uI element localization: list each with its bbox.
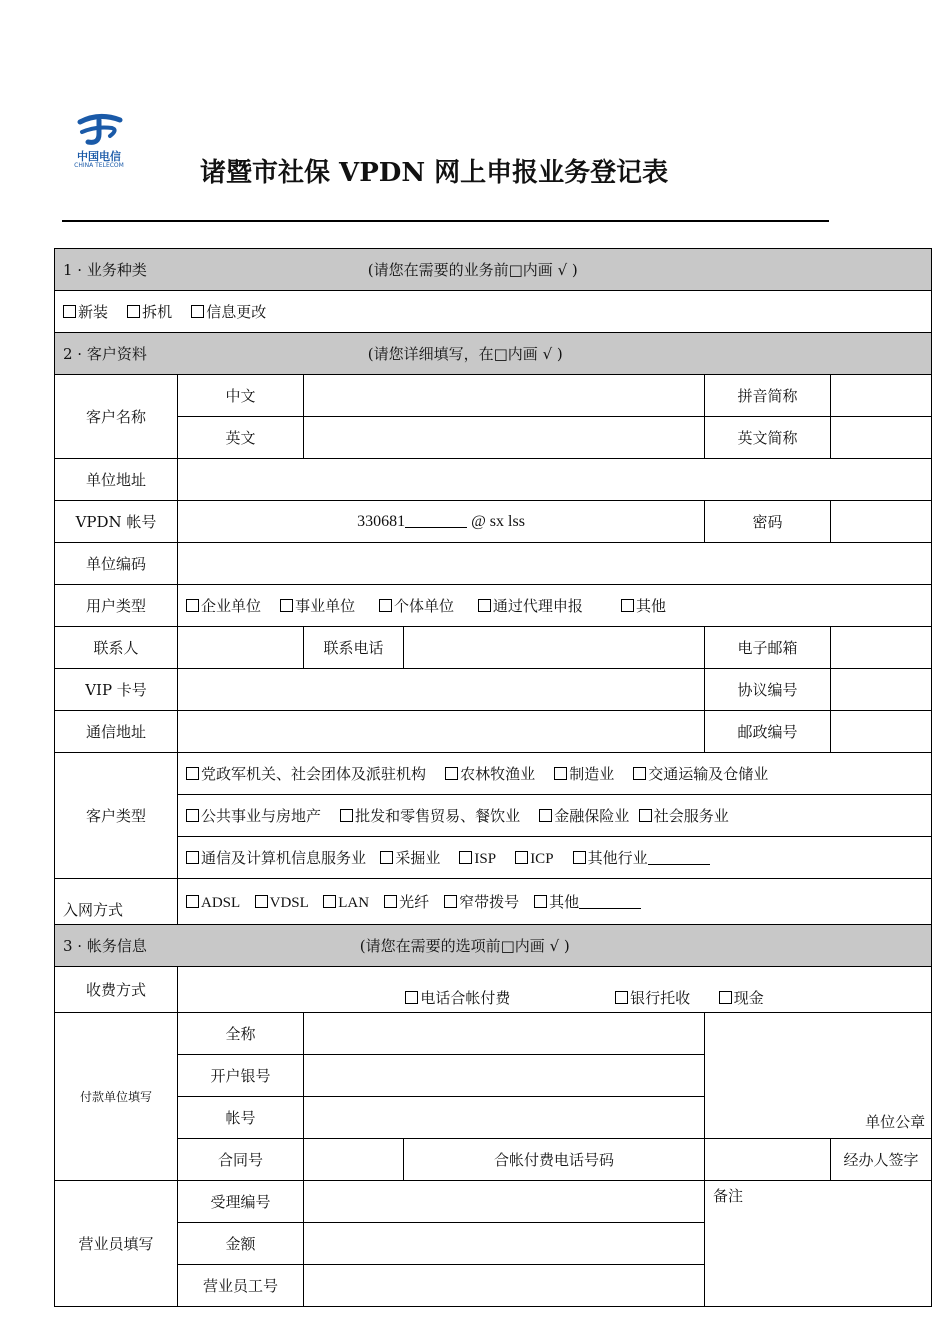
combined-phone-field[interactable] xyxy=(705,1139,831,1181)
unit-code-field[interactable] xyxy=(178,543,932,585)
contact-phone-label: 联系电话 xyxy=(304,627,404,669)
checkbox[interactable] xyxy=(186,895,199,908)
option-info-change[interactable]: 信息更改 xyxy=(191,303,266,321)
option-agriculture[interactable]: 农林牧渔业 xyxy=(445,765,535,783)
accept-no-field[interactable] xyxy=(304,1181,705,1223)
payment-method-options xyxy=(178,967,932,1013)
section-customer-info-header xyxy=(55,333,932,375)
handler-signature-label: 经办人签字 xyxy=(831,1139,932,1181)
customer-type-row-2 xyxy=(178,795,932,837)
option-retail[interactable]: 批发和零售贸易、餐饮业 xyxy=(340,807,520,825)
checkbox[interactable] xyxy=(539,809,552,822)
checkbox[interactable] xyxy=(573,851,586,864)
option-icp[interactable]: ICP xyxy=(515,849,553,867)
user-type-options xyxy=(178,585,932,627)
vpdn-prefix: 330681 xyxy=(357,512,406,530)
account-field[interactable] xyxy=(304,1097,705,1139)
option-government[interactable]: 党政军机关、社会团体及派驻机构 xyxy=(186,765,426,783)
checkbox[interactable] xyxy=(63,305,76,318)
option-manufacturing[interactable]: 制造业 xyxy=(554,765,614,783)
checkbox[interactable] xyxy=(186,767,199,780)
clerk-fill-label: 营业员填写 xyxy=(55,1181,178,1307)
title-rule xyxy=(62,220,829,222)
customer-name-label: 客户名称 xyxy=(55,375,178,459)
password-field[interactable] xyxy=(831,501,932,543)
option-cash[interactable]: 现金 xyxy=(719,989,764,1007)
checkbox[interactable] xyxy=(186,851,199,864)
section-billing-header xyxy=(55,925,932,967)
unit-address-label: 单位地址 xyxy=(55,459,178,501)
contact-phone-field[interactable] xyxy=(404,627,705,669)
option-public-utility[interactable]: 公共事业与房地产 xyxy=(186,807,321,825)
user-type-label: 用户类型 xyxy=(55,585,178,627)
registration-form-table xyxy=(54,248,932,1307)
section2-hint: (请您详细填写，在□内画 √ ) xyxy=(367,345,563,363)
option-enterprise[interactable]: 企业单位 xyxy=(186,597,261,615)
clerk-id-field[interactable] xyxy=(304,1265,705,1307)
option-it-service[interactable]: 通信及计算机信息服务业 xyxy=(186,849,366,867)
option-transport[interactable]: 交通运输及仓储业 xyxy=(633,765,768,783)
english-abbr-field[interactable] xyxy=(831,417,932,459)
mail-address-field[interactable] xyxy=(178,711,705,753)
unit-address-field[interactable] xyxy=(178,459,932,501)
access-method-label: 入网方式 xyxy=(55,879,178,925)
option-new-install[interactable]: 新装 xyxy=(63,303,108,321)
bank-field[interactable] xyxy=(304,1055,705,1097)
checkbox[interactable] xyxy=(534,895,547,908)
option-institution[interactable]: 事业单位 xyxy=(280,597,355,615)
checkbox[interactable] xyxy=(459,851,472,864)
amount-field[interactable] xyxy=(304,1223,705,1265)
clerk-id-label: 营业员工号 xyxy=(178,1265,304,1307)
option-access-other[interactable]: 其他 xyxy=(534,895,579,911)
logo-english-text: CHINA TELECOM xyxy=(74,162,124,169)
checkbox[interactable] xyxy=(323,895,336,908)
option-bank-collection[interactable]: 银行托收 xyxy=(615,989,690,1007)
option-fiber[interactable]: 光纤 xyxy=(384,895,429,911)
unit-seal-area[interactable] xyxy=(705,1013,932,1139)
section3-label: 3 · 帐务信息 xyxy=(63,937,147,955)
contract-no-label: 合同号 xyxy=(178,1139,304,1181)
accept-no-label: 受理编号 xyxy=(178,1181,304,1223)
english-abbr-label: 英文简称 xyxy=(705,417,831,459)
vip-card-field[interactable] xyxy=(178,669,705,711)
payer-fill-label: 付款单位填写 xyxy=(55,1013,178,1181)
checkbox[interactable] xyxy=(405,991,418,1004)
section1-hint: (请您在需要的业务前□内画 √ ) xyxy=(367,261,578,279)
access-other-blank[interactable] xyxy=(579,894,641,909)
contract-no-field[interactable] xyxy=(304,1139,404,1181)
access-method-options xyxy=(178,879,932,925)
email-field[interactable] xyxy=(831,627,932,669)
logo-chinese-text: 中国电信 xyxy=(77,150,121,163)
checkbox[interactable] xyxy=(478,599,491,612)
checkbox[interactable] xyxy=(444,895,457,908)
checkbox[interactable] xyxy=(340,809,353,822)
checkbox[interactable] xyxy=(379,599,392,612)
option-other[interactable]: 其他 xyxy=(621,597,666,615)
vpdn-account-field[interactable] xyxy=(178,501,705,543)
china-telecom-logo-icon xyxy=(66,112,132,152)
other-industry-blank[interactable] xyxy=(648,850,710,865)
checkbox[interactable] xyxy=(384,895,397,908)
english-label: 英文 xyxy=(178,417,304,459)
checkbox[interactable] xyxy=(380,851,393,864)
mail-address-label: 通信地址 xyxy=(55,711,178,753)
checkbox[interactable] xyxy=(639,809,652,822)
option-mining[interactable]: 采掘业 xyxy=(380,849,440,867)
unit-seal-label: 单位公章 xyxy=(865,1113,926,1131)
customer-type-row-3 xyxy=(178,837,932,879)
contact-label: 联系人 xyxy=(55,627,178,669)
customer-type-label: 客户类型 xyxy=(55,753,178,879)
option-other-industry[interactable]: 其他行业 xyxy=(573,849,648,867)
postal-code-field[interactable] xyxy=(831,711,932,753)
vpdn-suffix: @ sx lss xyxy=(471,512,525,530)
contact-field[interactable] xyxy=(178,627,304,669)
checkbox[interactable] xyxy=(621,599,634,612)
option-agent[interactable]: 通过代理申报 xyxy=(478,597,583,615)
pinyin-abbr-field[interactable] xyxy=(831,375,932,417)
checkbox[interactable] xyxy=(515,851,528,864)
vpdn-blank[interactable] xyxy=(405,513,467,528)
account-label: 帐号 xyxy=(178,1097,304,1139)
checkbox[interactable] xyxy=(186,599,199,612)
email-label: 电子邮箱 xyxy=(705,627,831,669)
checkbox[interactable] xyxy=(127,305,140,318)
checkbox[interactable] xyxy=(554,767,567,780)
full-name-field[interactable] xyxy=(304,1013,705,1055)
option-social-service[interactable]: 社会服务业 xyxy=(639,807,729,825)
business-type-options xyxy=(55,291,932,333)
option-vdsl[interactable]: VDSL xyxy=(255,895,309,911)
option-finance[interactable]: 金融保险业 xyxy=(539,807,629,825)
option-lan[interactable]: LAN xyxy=(323,895,369,911)
vip-card-label: VIP 卡号 xyxy=(55,669,178,711)
amount-label: 金额 xyxy=(178,1223,304,1265)
bank-label: 开户银号 xyxy=(178,1055,304,1097)
option-isp[interactable]: ISP xyxy=(459,849,496,867)
english-name-field[interactable] xyxy=(304,417,705,459)
checkbox[interactable] xyxy=(633,767,646,780)
option-phone-combined[interactable]: 电话合帐付费 xyxy=(405,989,510,1007)
option-adsl[interactable]: ADSL xyxy=(186,895,240,911)
checkbox[interactable] xyxy=(445,767,458,780)
agreement-no-label: 协议编号 xyxy=(705,669,831,711)
pinyin-abbr-label: 拼音简称 xyxy=(705,375,831,417)
remark-area[interactable] xyxy=(705,1181,932,1307)
section3-hint: (请您在需要的选项前□内画 √ ) xyxy=(359,937,570,955)
checkbox[interactable] xyxy=(719,991,732,1004)
chinese-name-field[interactable] xyxy=(304,375,705,417)
page-title: 诸暨市社保 VPDN 网上申报业务登记表 xyxy=(200,158,669,188)
customer-type-row-1 xyxy=(178,753,932,795)
agreement-no-field[interactable] xyxy=(831,669,932,711)
checkbox[interactable] xyxy=(186,809,199,822)
full-name-label: 全称 xyxy=(178,1013,304,1055)
option-individual[interactable]: 个体单位 xyxy=(379,597,454,615)
chinese-label: 中文 xyxy=(178,375,304,417)
checkbox[interactable] xyxy=(280,599,293,612)
option-dialup[interactable]: 窄带拨号 xyxy=(444,895,519,911)
postal-code-label: 邮政编号 xyxy=(705,711,831,753)
checkbox[interactable] xyxy=(191,305,204,318)
combined-phone-label: 合帐付费电话号码 xyxy=(404,1139,705,1181)
password-label: 密码 xyxy=(705,501,831,543)
section1-label: 1 · 业务种类 xyxy=(63,261,147,279)
china-telecom-logo xyxy=(66,112,132,172)
section-business-type-header xyxy=(55,249,932,291)
section2-label: 2 · 客户资料 xyxy=(63,345,147,363)
option-remove[interactable]: 拆机 xyxy=(127,303,172,321)
checkbox[interactable] xyxy=(255,895,268,908)
vpdn-account-label: VPDN 帐号 xyxy=(55,501,178,543)
unit-code-label: 单位编码 xyxy=(55,543,178,585)
remark-label: 备注 xyxy=(713,1187,744,1205)
checkbox[interactable] xyxy=(615,991,628,1004)
payment-method-label: 收费方式 xyxy=(55,967,178,1013)
